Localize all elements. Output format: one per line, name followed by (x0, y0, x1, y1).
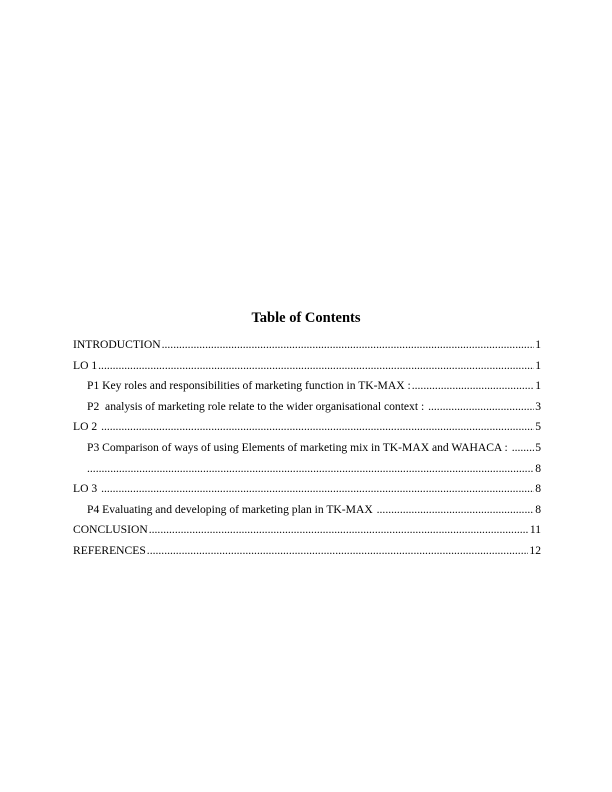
toc-entry-p2[interactable] (73, 400, 541, 421)
toc-dot-leader (149, 523, 529, 537)
toc-page-number: 5 (535, 440, 541, 454)
toc-entry-label: P3 Comparison of ways of using Elements of marketing mix in TK-MAX and WAHACA : (87, 440, 511, 454)
toc-entry-label: LO 3 (73, 482, 101, 496)
toc-entry-label: P2 analysis of marketing role relate to the wider organisational context : (87, 399, 428, 413)
toc-page-number: 1 (535, 338, 541, 351)
toc-page-number: 1 (535, 379, 541, 393)
toc-page-number: 11 (529, 523, 541, 537)
toc-entry-label: P4 Evaluating and developing of marketing plan in TK-MAX (87, 502, 376, 516)
toc-dot-leader (147, 544, 529, 558)
toc-entry-p4[interactable] (73, 503, 541, 524)
toc-dot-leader (98, 359, 534, 373)
toc-entry-references[interactable] (73, 544, 541, 565)
toc-dot-leader (412, 379, 534, 393)
toc-page-number: 8 (535, 502, 541, 516)
toc-dot-leader (377, 503, 535, 517)
toc-entry-p3-continued[interactable] (73, 462, 541, 483)
toc-dot-leader (101, 482, 534, 496)
toc-entry-label: LO 1 (73, 358, 98, 372)
toc-page-number: 8 (535, 461, 541, 475)
toc-entry-p1[interactable] (73, 379, 541, 400)
toc-page-number: 8 (535, 482, 541, 496)
toc-dot-leader (428, 400, 534, 414)
toc-dot-leader (101, 420, 534, 434)
toc-entry-label: REFERENCES (73, 543, 146, 557)
toc-page-number: 1 (535, 358, 541, 372)
toc-entry-introduction[interactable] (73, 338, 541, 359)
toc-entry-lo3[interactable] (73, 482, 541, 503)
toc-page-number: 5 (535, 420, 541, 434)
toc-entry-label: CONCLUSION (73, 523, 148, 537)
table-of-contents (73, 338, 541, 565)
toc-entry-lo2[interactable] (73, 420, 541, 441)
toc-dot-leader (87, 462, 534, 476)
toc-entry-p3[interactable] (73, 441, 541, 462)
toc-page-number: 3 (535, 399, 541, 413)
toc-entry-label: P1 Key roles and responsibilities of marketing function in TK-MAX : (87, 379, 411, 393)
toc-dot-leader (512, 441, 535, 455)
toc-title: Table of Contents (251, 310, 361, 326)
toc-page-number: 12 (529, 543, 541, 557)
toc-dot-leader (162, 338, 535, 352)
toc-entry-lo1[interactable] (73, 359, 541, 380)
toc-entry-conclusion[interactable] (73, 523, 541, 544)
toc-entry-label: INTRODUCTION (73, 338, 161, 351)
toc-entry-label: LO 2 (73, 420, 101, 434)
